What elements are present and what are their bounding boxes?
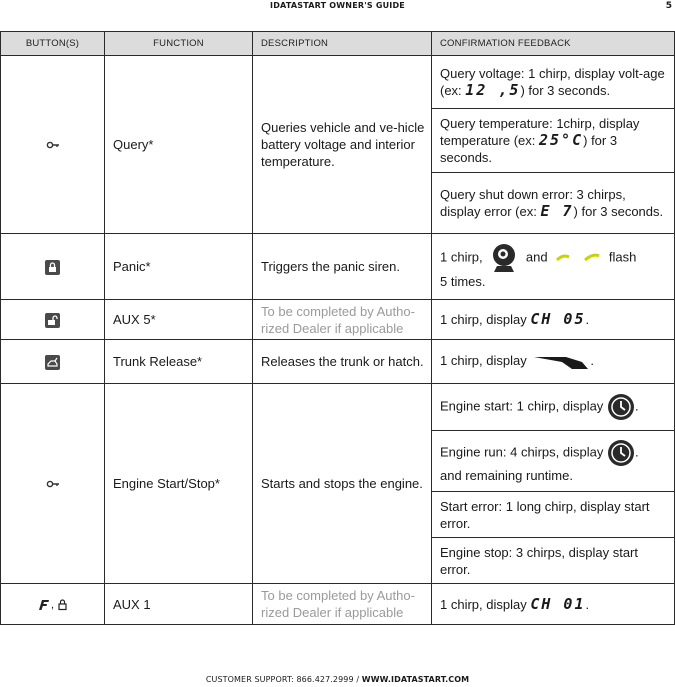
feedback-text: 1 chirp, display [440,353,527,369]
col-header-function: FUNCTION [105,32,253,56]
feedback-text: flash [608,249,637,265]
lcd-display-voltage: 12 ,5 [465,81,521,99]
feedback-text: . [585,312,590,327]
feedback-text: Engine run: 4 chirps, display [440,443,604,459]
unlock-icon [45,313,60,328]
aux1-feedback [432,584,675,625]
light-flash-icon [555,251,601,265]
aux5-function: AUX 5* [105,300,253,340]
table-row [1,584,675,625]
trunk-function: Trunk Release* [105,340,253,384]
table-row [1,340,675,384]
panic-description: Triggers the panic siren. [253,234,432,300]
feedback-text: . [590,353,594,369]
engine-feedback-start [432,384,675,431]
feedback-text: Query temperature: 1chirp, display temperature (ex: [440,116,640,148]
feedback-text: 1 chirp, display [440,312,527,327]
feedback-text: ) for 3 seconds. [573,204,664,219]
trunk-icon [45,355,60,370]
guide-title: IDATASTART OWNER'S GUIDE [270,1,405,10]
engine-feedback-error: Start error: 1 long chirp, display start error. [432,492,675,538]
table-header-row [1,32,675,56]
col-header-buttons: BUTTON(S) [1,32,105,56]
page-number: 5 [665,1,672,11]
feedback-text: 1 chirp, display [440,596,527,612]
table-row [1,56,675,109]
lcd-display-ch05: CH 05 [530,310,586,328]
page-footer [0,675,675,684]
feedback-text: and [525,249,548,265]
panic-feedback [432,234,675,300]
engine-feedback-stop: Engine stop: 3 chirps, display start error. [432,538,675,584]
query-feedback-temperature [432,109,675,173]
clock-icon [607,439,635,467]
key-icon [45,477,60,492]
siren-icon [490,243,518,273]
engine-feedback-run [432,431,675,492]
engine-function: Engine Start/Stop* [105,384,253,584]
website-url: WWW.IDATASTART.COM [361,675,470,684]
lcd-display-temperature: 25°C [539,131,584,149]
trunk-button-cell [1,340,105,384]
feedback-text: Engine start: 1 chirp, display [440,398,604,414]
query-description: Queries vehicle and ve-hicle battery voltage and interior temperature. [253,56,432,234]
lcd-display-ch01: CH 01 [530,594,586,613]
feedback-text: ) for 3 seconds. [520,83,611,98]
feedback-text: . [634,443,639,459]
query-feedback-error [432,173,675,234]
lock-icon [45,260,60,275]
table-row [1,234,675,300]
lock-icon [55,597,70,612]
panic-function: Panic* [105,234,253,300]
function-f-icon [35,597,50,612]
trunk-open-car-icon [532,353,590,371]
button-function-table [0,31,675,625]
feedback-text: and remaining runtime. [440,467,573,483]
aux1-description: To be completed by Autho-rized Dealer if applicable [253,584,432,625]
query-button-cell [1,56,105,234]
table-row [1,300,675,340]
lcd-display-error: E 7 [540,202,574,220]
key-icon [45,138,60,153]
aux1-button-cell [1,584,105,625]
engine-button-cell [1,384,105,584]
icon-separator: , [50,598,55,611]
aux5-button-cell [1,300,105,340]
col-header-feedback: CONFIRMATION FEEDBACK [432,32,675,56]
table-row [1,384,675,431]
feedback-text: ) for 3 seconds. [440,133,618,165]
panic-button-cell [1,234,105,300]
feedback-text: 1 chirp, [440,249,483,265]
col-header-description: DESCRIPTION [253,32,432,56]
feedback-text: 5 times. [440,274,486,289]
feedback-text: . [634,398,639,414]
query-feedback-voltage [432,56,675,109]
query-function: Query* [105,56,253,234]
feedback-text: Query shut down error: 3 chirps, display error (ex: [440,187,626,219]
engine-description: Starts and stops the engine. [253,384,432,584]
aux1-function: AUX 1 [105,584,253,625]
clock-icon [607,393,635,421]
trunk-feedback [432,340,675,384]
feedback-text: Query voltage: 1 chirp, display volt-age (ex: [440,66,665,98]
aux5-description: To be completed by Autho-rized Dealer if applicable [253,300,432,340]
trunk-description: Releases the trunk or hatch. [253,340,432,384]
feedback-text: . [585,596,590,612]
aux5-feedback [432,300,675,340]
page-header [0,0,675,14]
support-phone: CUSTOMER SUPPORT: 866.427.2999 / [205,675,360,684]
